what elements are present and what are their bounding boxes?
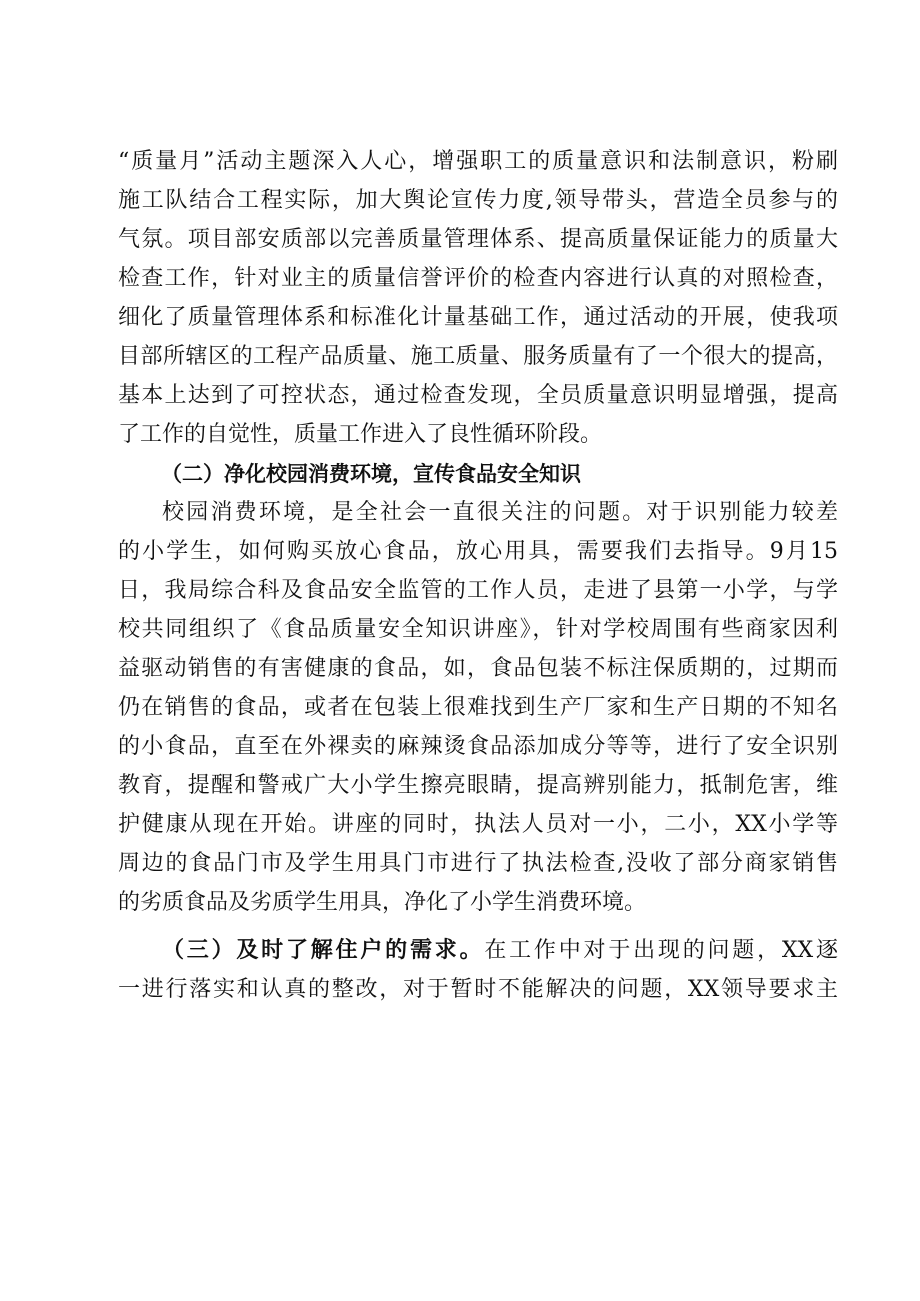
inline-text: 在工作中对于出现的问题，XX逐 (484, 938, 838, 963)
paragraph-line: 教育，提醒和警戒广大小学生擦亮眼睛，提高辨别能力，抵制危害，维 (118, 773, 838, 798)
section-heading: （二）净化校园消费环境，宣传食品安全知识 (161, 462, 581, 486)
paragraph-line: 周边的食品门市及学生用具门市进行了执法检查,没收了部分商家销售 (118, 851, 838, 876)
paragraph-line: 校园消费环境，是全社会一直很关注的问题。对于识别能力较差 (162, 500, 838, 525)
paragraph-line: 的小食品，直至在外裸卖的麻辣烫食品添加成分等等，进行了安全识别 (118, 734, 838, 759)
paragraph-line: 基本上达到了可控状态，通过检查发现，全员质量意识明显增强，提高 (118, 383, 838, 408)
paragraph-line: 护健康从现在开始。讲座的同时，执法人员对一小，二小，XX小学等 (118, 812, 838, 837)
paragraph-line: 校共同组织了《食品质量安全知识讲座》，针对学校周围有些商家因利 (118, 617, 838, 642)
paragraph-line: 气氛。项目部安质部以完善质量管理体系、提高质量保证能力的质量大 (118, 227, 838, 252)
paragraph-line: 了工作的自觉性，质量工作进入了良性循环阶段。 (118, 422, 603, 447)
paragraph-line: 细化了质量管理体系和标准化计量基础工作，通过活动的开展，使我项 (118, 305, 838, 330)
paragraph-line: 目部所辖区的工程产品质量、施工质量、服务质量有了一个很大的提高， (118, 344, 838, 369)
paragraph-line: 益驱动销售的有害健康的食品，如，食品包装不标注保质期的，过期而 (118, 656, 838, 681)
paragraph-line: 日，我局综合科及食品安全监管的工作人员，走进了县第一小学，与学 (118, 578, 838, 603)
paragraph-line: 的劣质食品及劣质学生用具，净化了小学生消费环境。 (118, 890, 647, 915)
section-heading-inline: （三）及时了解住户的需求。 (162, 938, 485, 963)
paragraph-line: “质量月”活动主题深入人心，增强职工的质量意识和法制意识，粉刷 (118, 149, 838, 174)
paragraph-line: 的小学生，如何购买放心食品，放心用具，需要我们去指导。9月15 (118, 539, 838, 564)
paragraph-line: 一进行落实和认真的整改，对于暂时不能解决的问题，XX领导要求主 (118, 977, 838, 1002)
paragraph-line (162, 936, 838, 966)
paragraph-line: 检查工作，针对业主的质量信誉评价的检查内容进行认真的对照检查， (118, 266, 838, 291)
paragraph-line: 仍在销售的食品，或者在包装上很难找到生产厂家和生产日期的不知名 (118, 695, 838, 720)
paragraph-line: 施工队结合工程实际，加大舆论宣传力度,领导带头，营造全员参与的 (118, 188, 838, 213)
